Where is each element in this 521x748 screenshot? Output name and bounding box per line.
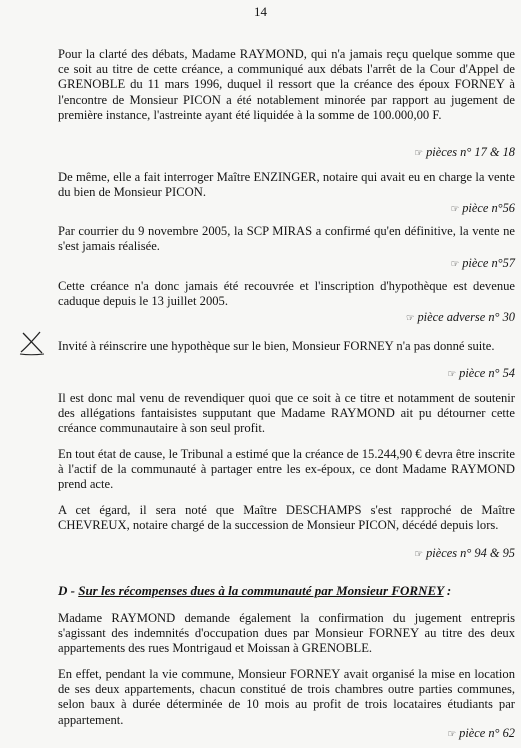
paragraph-clarte-debats: Pour la clarté des débats, Madame RAYMOND, qui n'a jamais reçu quelque somme que ce soit au titre de cette créance, a communiqué aux débats l'arrêt de la Cour d'Appel de GRENOBLE du 11 mars 1996, duquel il ressort que la créance des époux FORNEY à l'encontre de Monsieur PICON a été notablement minorée par rapport au jugement de première instance, l'astreinte ayant été liquidée à la somme de 100.000,00 F. (58, 47, 515, 122)
paragraph-enzinger: De même, elle a fait interroger Maître ENZINGER, notaire qui avait eu en charge la vente du bien de Monsieur PICON. (58, 170, 515, 200)
paragraph-tribunal: En tout état de cause, le Tribunal a estimé que la créance de 15.244,90 € devra être inscrite à l'actif de la communauté à partager entre les ex-époux, ce dont Madame RAYMOND prend acte. (58, 447, 515, 492)
paragraph-deschamps: A cet égard, il sera noté que Maître DESCHAMPS s'est rapproché de Maître CHEVREUX, notaire chargé de la succession de Monsieur PICON, décédé depuis lors. (58, 503, 515, 533)
handwritten-x-mark (18, 330, 46, 356)
page-number: 14 (254, 4, 267, 19)
piece-reference: ☞ pièces n° 94 & 95 (414, 546, 515, 560)
pointing-hand-icon: ☞ (405, 313, 415, 324)
pointing-hand-icon: ☞ (450, 259, 460, 270)
paragraph-creance-caduque: Cette créance n'a donc jamais été recouvrée et l'inscription d'hypothèque est devenue caduque depuis le 13 juillet 2005. (58, 279, 515, 309)
piece-reference: ☞ pièce n°56 (450, 201, 515, 215)
piece-reference: ☞ pièce n° 54 (447, 366, 515, 380)
pointing-hand-icon: ☞ (447, 729, 457, 740)
piece-reference: ☞ pièce n° 62 (447, 726, 515, 740)
pointing-hand-icon: ☞ (450, 204, 460, 215)
piece-reference: ☞ pièce adverse n° 30 (405, 310, 515, 324)
section-heading-title: Sur les récompenses dues à la communauté par Monsieur FORNEY (78, 583, 444, 598)
paragraph-mal-venu: Il est donc mal venu de revendiquer quoi que ce soit à ce titre et notamment de soutenir des allégations fantaisistes supputant que Madame RAYMOND ait pu détourner cette créance communautaire à son seul profit. (58, 391, 515, 436)
piece-reference: ☞ pièces n° 17 & 18 (414, 145, 515, 159)
paragraph-scp-miras: Par courrier du 9 novembre 2005, la SCP MIRAS a confirmé qu'en définitive, la vente ne s'est jamais réalisée. (58, 224, 515, 254)
paragraph-reinscrire-hypotheque: Invité à réinscrire une hypothèque sur le bien, Monsieur FORNEY n'a pas donné suite. (58, 339, 495, 353)
pointing-hand-icon: ☞ (414, 148, 424, 159)
paragraph-indemnites: Madame RAYMOND demande également la confirmation du jugement entrepris s'agissant des indemnités d'occupation dues par Monsieur FORNEY au titre des deux appartements des rues Montrigaud et Moissan à GRENOBLE. (58, 611, 515, 656)
pointing-hand-icon: ☞ (447, 369, 457, 380)
section-heading: D - Sur les récompenses dues à la communauté par Monsieur FORNEY : (58, 583, 452, 598)
paragraph-location: En effet, pendant la vie commune, Monsieur FORNEY avait organisé la mise en location de ses deux appartements, chacun constitué de trois chambres outre parties communes, selon baux à durée déterminée de 10 mois au profit de trois locataires étudiants par appartement. (58, 667, 515, 727)
pointing-hand-icon: ☞ (414, 549, 424, 560)
piece-reference: ☞ pièce n°57 (450, 256, 515, 270)
